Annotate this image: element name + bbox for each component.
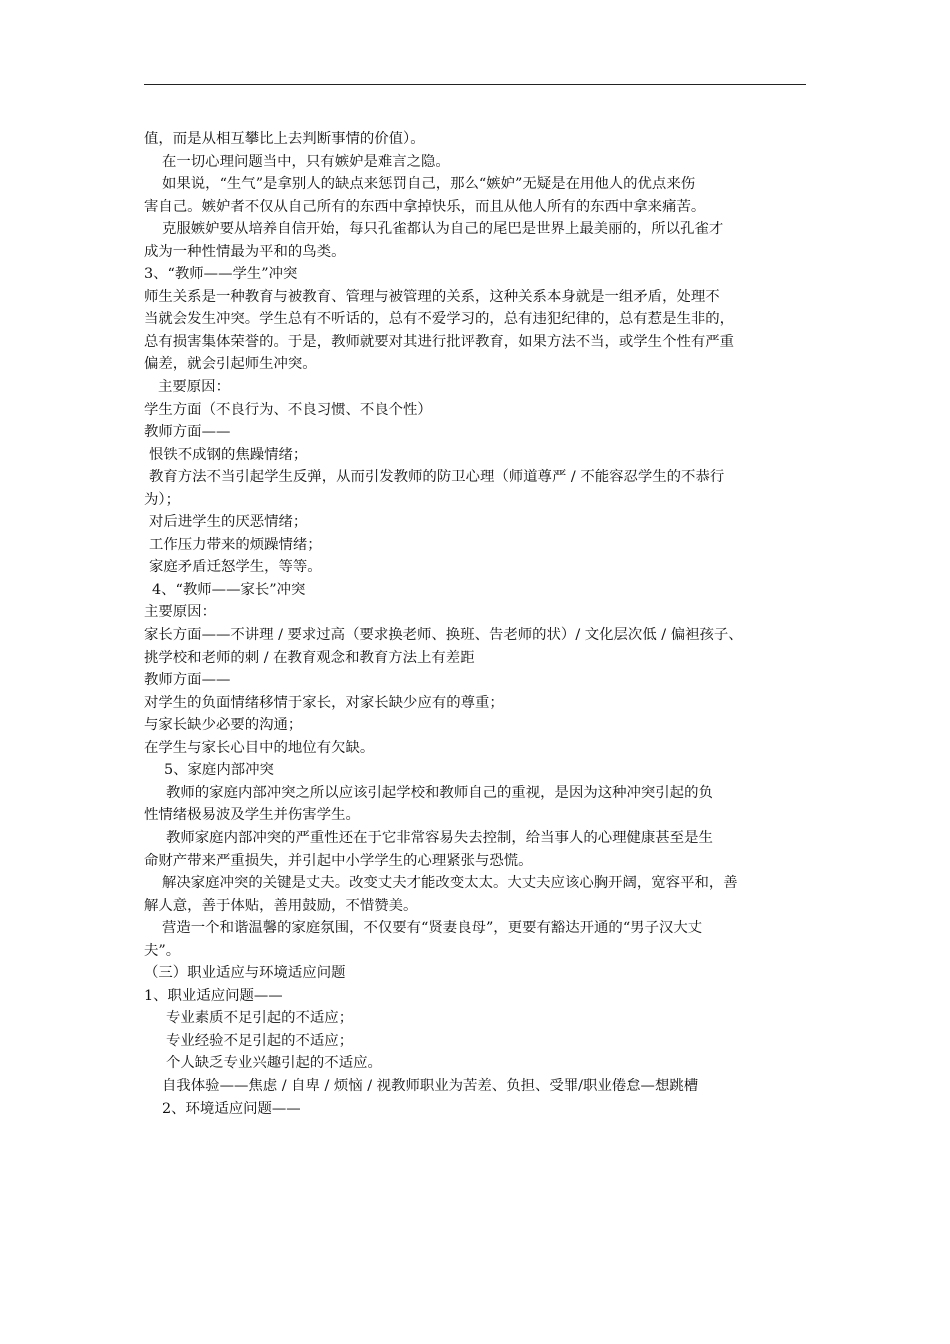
text-line: 偏差，就会引起师生冲突。 xyxy=(144,356,317,373)
text-line: 如果说，“生气”是拿别人的缺点来惩罚自己，那么“嫉妒”无疑是在用他人的优点来伤 xyxy=(162,176,696,193)
text-line: 当就会发生冲突。学生总有不听话的，总有不爱学习的，总有违犯纪律的，总有惹是生非的， xyxy=(144,311,735,328)
text-line: 恨铁不成钢的焦躁情绪； xyxy=(149,446,308,463)
text-line: 成为一种性情最为平和的鸟类。 xyxy=(144,243,346,260)
section-heading: 1、职业适应问题—— xyxy=(144,987,283,1004)
text-line: 挑学校和老师的刺 / 在教育观念和教育方法上有差距 xyxy=(144,649,475,666)
text-line: 为）； xyxy=(144,491,180,508)
text-line: 对学生的负面情绪移情于家长，对家长缺少应有的尊重； xyxy=(144,694,504,711)
text-line: 个人缺乏专业兴趣引起的不适应。 xyxy=(166,1055,382,1072)
text-line: 教育方法不当引起学生反弹，从而引发教师的防卫心理（师道尊严 / 不能容忍学生的不恭行 xyxy=(149,469,725,486)
text-line: 自我体验——焦虑 / 自卑 / 烦恼 / 视教师职业为苦差、负担、受罪/职业倦怠—想跳槽 xyxy=(162,1077,699,1094)
text-line: 在学生与家长心目中的地位有欠缺。 xyxy=(144,739,375,756)
section-heading: 5、家庭内部冲突 xyxy=(164,762,274,779)
text-line: 解决家庭冲突的关键是丈夫。改变丈夫才能改变太太。大丈夫应该心胸开阔，宽容平和，善 xyxy=(162,875,738,892)
text-line: 害自己。嫉妒者不仅从自己所有的东西中拿掉快乐，而且从他人所有的东西中拿来痛苦。 xyxy=(144,198,706,215)
text-line: 夫”。 xyxy=(144,942,181,959)
text-line: 专业素质不足引起的不适应； xyxy=(166,1010,354,1027)
text-line: 性情绪极易波及学生并伤害学生。 xyxy=(144,807,360,824)
text-line: 家长方面——不讲理 / 要求过高（要求换老师、换班、告老师的状）/ 文化层次低 / 偏袒孩子、 xyxy=(144,627,743,644)
text-line: 学生方面（不良行为、不良习惯、不良个性） xyxy=(144,401,432,418)
section-heading: 4、“教师——家长”冲突 xyxy=(152,581,306,598)
text-line: 营造一个和谐温馨的家庭氛围，不仅要有“贤妻良母”，更要有豁达开通的“男子汉大丈 xyxy=(162,920,703,937)
section-heading: 2、环境适应问题—— xyxy=(162,1100,301,1117)
text-line: 在一切心理问题当中，只有嫉妒是难言之隐。 xyxy=(162,153,450,170)
text-line: 总有损害集体荣誉的。于是，教师就要对其进行批评教育，如果方法不当，或学生个性有严重 xyxy=(144,333,735,350)
text-line: 值，而是从相互攀比上去判断事情的价值）。 xyxy=(144,131,425,147)
section-heading: 3、“教师——学生”冲突 xyxy=(144,266,298,283)
text-line: 与家长缺少必要的沟通； xyxy=(144,717,303,734)
text-line: 对后进学生的厌恶情绪； xyxy=(149,514,308,531)
text-line: 克服嫉妒要从培养自信开始，每只孔雀都认为自己的尾巴是世界上最美丽的，所以孔雀才 xyxy=(162,221,724,238)
text-line: 命财产带来严重损失，并引起中小学学生的心理紧张与恐慌。 xyxy=(144,852,533,869)
text-line: 主要原因： xyxy=(144,604,216,621)
header-rule xyxy=(144,84,806,85)
document-body xyxy=(144,128,806,1120)
text-line: 专业经验不足引起的不适应； xyxy=(166,1032,354,1049)
text-line: 教师的家庭内部冲突之所以应该引起学校和教师自己的重视，是因为这种冲突引起的负 xyxy=(166,784,713,801)
section-heading: （三）职业适应与环境适应问题 xyxy=(144,965,346,982)
text-line: 教师方面—— xyxy=(144,424,231,441)
text-line: 解人意，善于体贴，善用鼓励，不惜赞美。 xyxy=(144,897,418,914)
text-line: 师生关系是一种教育与被教育、管理与被管理的关系，这种关系本身就是一组矛盾，处理不 xyxy=(144,288,720,305)
text-line: 工作压力带来的烦躁情绪； xyxy=(149,536,322,553)
text-line: 教师家庭内部冲突的严重性还在于它非常容易失去控制，给当事人的心理健康甚至是生 xyxy=(166,829,713,846)
text-line: 主要原因： xyxy=(158,379,230,396)
text-line: 家庭矛盾迁怒学生，等等。 xyxy=(149,559,322,576)
text-line: 教师方面—— xyxy=(144,672,231,689)
